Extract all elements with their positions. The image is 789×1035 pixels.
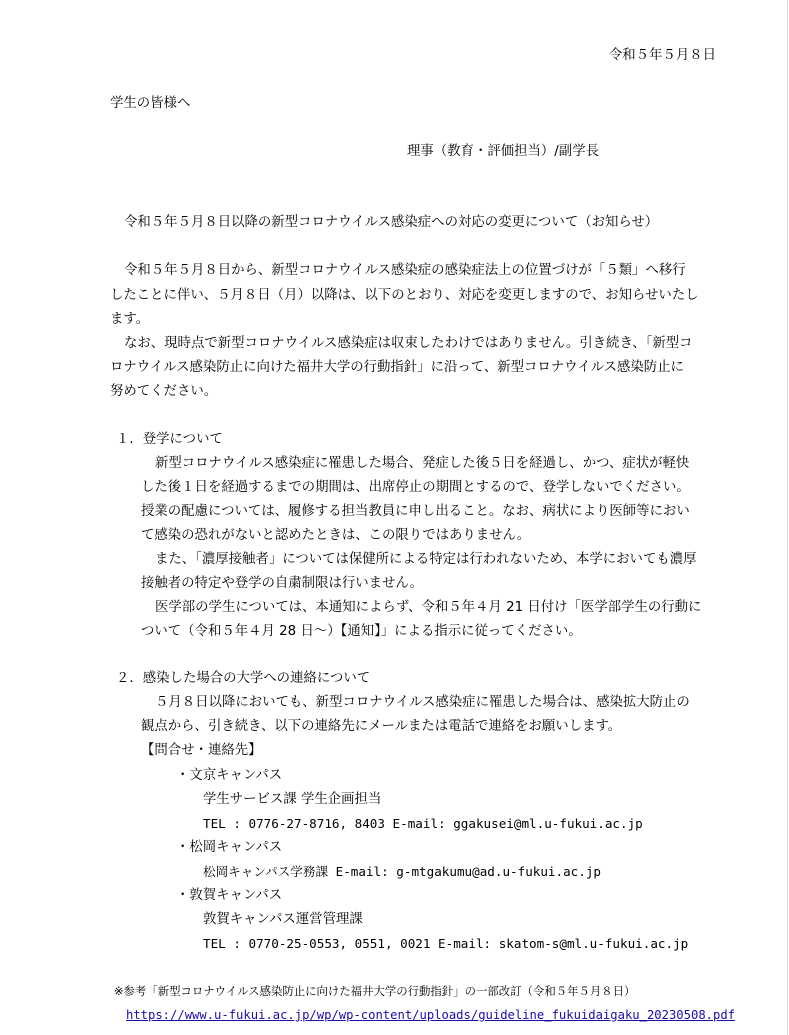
section-1-heading: １．登学について (116, 432, 223, 447)
campus-contact-detail: TEL : 0776-27-8716, 8403 E-mail: ggakusei@ml.u-fukui.ac.jp (203, 816, 643, 831)
section-1-line: また、「濃厚接触者」については保健所による特定は行われないため、本学においても濃厚 (155, 552, 697, 567)
reference-note: ※参考「新型コロナウイルス感染防止に向けた福井大学の行動指針」の一部改訂（令和５年５月８日） (114, 984, 636, 998)
sender: 理事（教育・評価担当）/副学長 (407, 144, 599, 159)
intro-line: したことに伴い、５月８日（月）以降は、以下のとおり、対応を変更しますので、お知らせいたし (110, 288, 699, 303)
campus-contact-detail: TEL : 0770-25-0553, 0551, 0021 E-mail: skatom-s@ml.u-fukui.ac.jp (203, 936, 689, 951)
campus-name: ・松岡キャンパス (176, 840, 283, 855)
section-1-line: 接触者の特定や登学の自粛制限は行いません。 (141, 576, 424, 591)
campus-name: ・敦賀キャンパス (176, 888, 283, 903)
intro-line: 令和５年５月８日から、新型コロナウイルス感染症の感染症法上の位置づけが「５類」へ移行 (124, 263, 686, 278)
section-2-line: ５月８日以降においても、新型コロナウイルス感染症に罹患した場合は、感染拡大防止の (155, 695, 690, 710)
document-date: 令和５年５月８日 (608, 48, 716, 63)
contact-heading: 【問合せ・連絡先】 (141, 743, 262, 758)
section-2-line: 観点から、引き続き、以下の連絡先にメールまたは電話で連絡をお願いします。 (141, 719, 622, 734)
intro-line: ます。 (110, 312, 150, 327)
intro-line: ロナウイルス感染防止に向けた福井大学の行動指針」に沿って、新型コロナウイルス感染防止に (110, 360, 684, 375)
page-right-border (787, 0, 788, 1035)
intro-line: 努めてください。 (110, 384, 218, 399)
section-1-line: ついて（令和５年４月 28 日～）【通知】」による指示に従ってください。 (141, 624, 582, 639)
campus-name: ・文京キャンパス (176, 768, 283, 783)
document-title: 令和５年５月８日以降の新型コロナウイルス感染症への対応の変更について（お知らせ） (124, 215, 659, 230)
guideline-pdf-link[interactable]: https://www.u-fukui.ac.jp/wp/wp-content/uploads/guideline_fukuidaigaku_20230508.pdf (126, 1008, 736, 1022)
section-1-line: 医学部の学生については、本通知によらず、令和５年４月 21 日付け「医学部学生の行動に (155, 600, 702, 615)
campus-office: 敦賀キャンパス運営管理課 (203, 912, 363, 927)
section-2-heading: ２．感染した場合の大学への連絡について (116, 671, 371, 686)
campus-contact-detail: 松岡キャンパス学務課 E-mail: g-mtgakumu@ad.u-fukui.ac.jp (203, 864, 602, 879)
intro-line: なお、現時点で新型コロナウイルス感染症は収束したわけではありません。引き続き、「新型コ (124, 336, 693, 351)
campus-office: 学生サービス課 学生企画担当 (203, 792, 382, 807)
section-1-line: 新型コロナウイルス感染症に罹患した場合、発症した後５日を経過し、かつ、症状が軽快 (155, 456, 690, 471)
section-1-line: 授業の配慮については、履修する担当教員に申し出ること。なお、病状により医師等におい (141, 504, 690, 519)
addressee: 学生の皆様へ (110, 96, 191, 111)
section-1-line: て感染の恐れがないと認めたときは、この限りではありません。 (141, 528, 531, 543)
section-1-line: した後１日を経過するまでの期間は、出席停止の期間とするので、登学しないでください。 (141, 480, 690, 495)
